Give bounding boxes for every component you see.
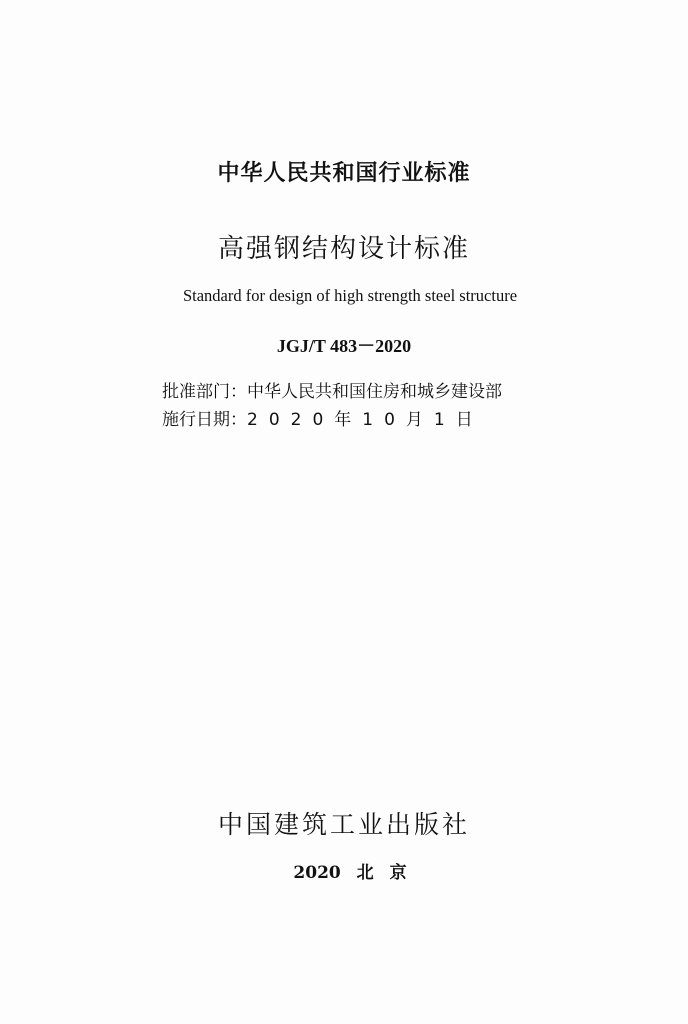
approval-department-label: 批准部门：: [162, 382, 247, 402]
approval-department-line: [162, 377, 502, 402]
effective-date-line: [162, 405, 484, 430]
standard-category: 中华人民共和国行业标准: [217, 161, 471, 186]
approval-department-value: 中华人民共和国住房和城乡建设部: [247, 382, 502, 402]
effective-date-value: 2020年10月1日: [247, 410, 484, 430]
document-title-chinese: 高强钢结构设计标准: [217, 234, 470, 264]
document-title-english: Standard for design of high strength steel structure: [182, 286, 518, 305]
publisher-name: 中国建筑工业出版社: [217, 810, 470, 839]
standard-code: JGJ/T 483－2020: [276, 336, 412, 356]
publication-year-place: 2020 北 京: [293, 863, 407, 883]
effective-date-label: 施行日期：: [162, 410, 247, 430]
